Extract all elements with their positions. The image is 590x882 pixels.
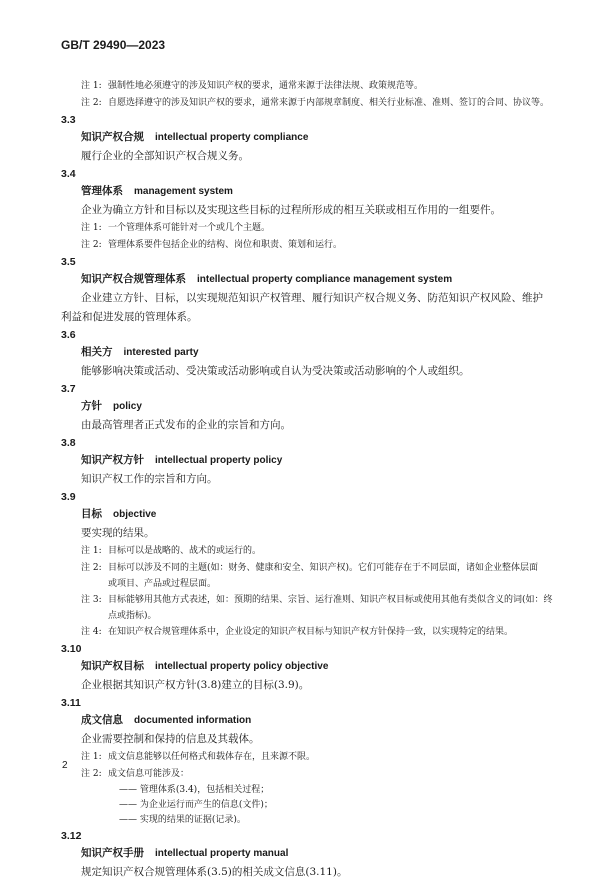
note-prefix: 注 1: [81,546,102,556]
term-zh: 成文信息 [81,714,123,726]
term-en: management system [134,186,233,197]
note-text: 强制性地必须遵守的涉及知识产权的要求，通常来源于法律法规、政策规范等。 [108,81,424,91]
page-number: 2 [62,760,68,771]
note-text: 目标可以是战略的、战术的或运行的。 [108,546,262,556]
term-zh: 知识产权目标 [81,660,144,672]
term-en: intellectual property manual [155,848,289,859]
note-prefix: 注 2: [81,563,102,573]
note-prefix: 注 1: [81,752,102,762]
note-prefix: 注 3: [81,595,102,605]
note-text: 目标可以涉及不同的主题(如：财务、健康和安全、知识产权)。它们可能存在于不同层面，诸如企业整体层面 [108,563,539,573]
list-item: —— 为企业运行而产生的信息(文件)； [119,800,273,810]
note [61,78,531,95]
definition: 企业需要控制和保持的信息及其载体。 [81,733,260,745]
term-heading [61,505,531,524]
clause-number: 3.9 [61,491,76,503]
note [61,560,539,577]
term-zh: 知识产权合规管理体系 [81,273,186,285]
term-heading [61,657,531,676]
note-prefix: 注 2: [81,769,102,779]
clause-number: 3.11 [61,697,81,709]
standard-number: GB/T 29490—2023 [61,38,166,52]
clause-number: 3.5 [61,256,76,268]
list-item: —— 管理体系(3.4)，包括相关过程； [119,785,270,795]
term-en: intellectual property policy [155,455,283,466]
note-text: 管理体系要件包括企业的结构、岗位和职责、策划和运行。 [108,240,343,250]
note [61,220,531,237]
term-heading [61,128,531,147]
term-zh: 相关方 [81,346,113,358]
note [61,95,550,112]
note-text: 成文信息能够以任何格式和载体存在，且来源不限。 [108,752,316,762]
definition: 规定知识产权合规管理体系(3.5)的相关成文信息(3.11)。 [81,866,348,878]
note [61,237,531,254]
term-zh: 知识产权手册 [81,847,144,859]
clause-number: 3.3 [61,114,76,126]
note [61,592,553,609]
term-zh: 知识产权方针 [81,454,144,466]
clause-number: 3.6 [61,329,76,341]
term-en: intellectual property compliance management system [197,274,453,285]
term-en: intellectual property compliance [155,132,309,143]
clause-number: 3.10 [61,643,82,655]
note-continued: 或项目、产品或过程层面。 [108,579,217,589]
note-text: 一个管理体系可能针对一个或几个主题。 [108,223,271,233]
note-prefix: 注 4: [81,627,102,637]
term-zh: 目标 [81,508,102,520]
note-text: 在知识产权合规管理体系中，企业设定的知识产权目标与知识产权方针保持一致，以实现特定的结果。 [108,627,514,637]
term-zh: 方针 [81,400,102,412]
definition: 能够影响决策或活动、受决策或活动影响或自认为受决策或活动影响的个人或组织。 [81,365,470,377]
term-en: objective [113,509,157,520]
definition: 企业建立方针、目标，以实现规范知识产权管理、履行知识产权合规义务、防范知识产权风险、维护 [81,292,543,304]
term-heading [61,343,531,362]
term-en: intellectual property policy objective [155,661,329,672]
definition: 企业为确立方针和目标以及实现这些目标的过程所形成的相互关联或相互作用的一组要件。 [81,204,501,216]
note-prefix: 注 1: [81,81,102,91]
document-body [61,78,553,882]
term-heading [61,182,531,201]
definition: 知识产权工作的宗旨和方向。 [81,473,218,485]
note-prefix: 注 2: [81,240,102,250]
term-heading [61,397,531,416]
term-zh: 管理体系 [81,185,123,197]
term-en: policy [113,401,142,412]
definition-continued: 利益和促进发展的管理体系。 [61,311,198,323]
clause-number: 3.12 [61,830,82,842]
term-heading [61,451,531,470]
definition: 企业根据其知识产权方针(3.8)建立的目标(3.9)。 [81,679,310,691]
clause-number: 3.7 [61,383,76,395]
term-zh: 知识产权合规 [81,131,144,143]
term-heading [61,711,531,730]
clause-number: 3.4 [61,168,76,180]
term-en: interested party [123,347,199,358]
term-heading [61,270,531,289]
list-item: —— 实现的结果的证据(记录)。 [119,815,246,825]
clause-number: 3.8 [61,437,76,449]
definition: 履行企业的全部知识产权合规义务。 [81,150,249,162]
note [61,543,531,560]
definition: 由最高管理者正式发布的企业的宗旨和方向。 [81,419,291,431]
note-text: 成文信息可能涉及： [108,769,190,779]
note [61,749,531,766]
term-heading [61,844,531,863]
note-text: 自愿选择遵守的涉及知识产权的要求，通常来源于内部规章制度、相关行业标准、准则、签订的合同、协议等。 [108,98,550,108]
note-text: 目标能够用其他方式表述，如：预期的结果、宗旨、运行准则、知识产权目标或使用其他有类似含义的词(如：终 [108,595,553,605]
note-prefix: 注 2: [81,98,102,108]
note [61,624,531,641]
note-continued: 点或指标)。 [108,611,157,621]
note-prefix: 注 1: [81,223,102,233]
term-en: documented information [134,715,252,726]
definition: 要实现的结果。 [81,527,155,539]
note [61,766,531,783]
